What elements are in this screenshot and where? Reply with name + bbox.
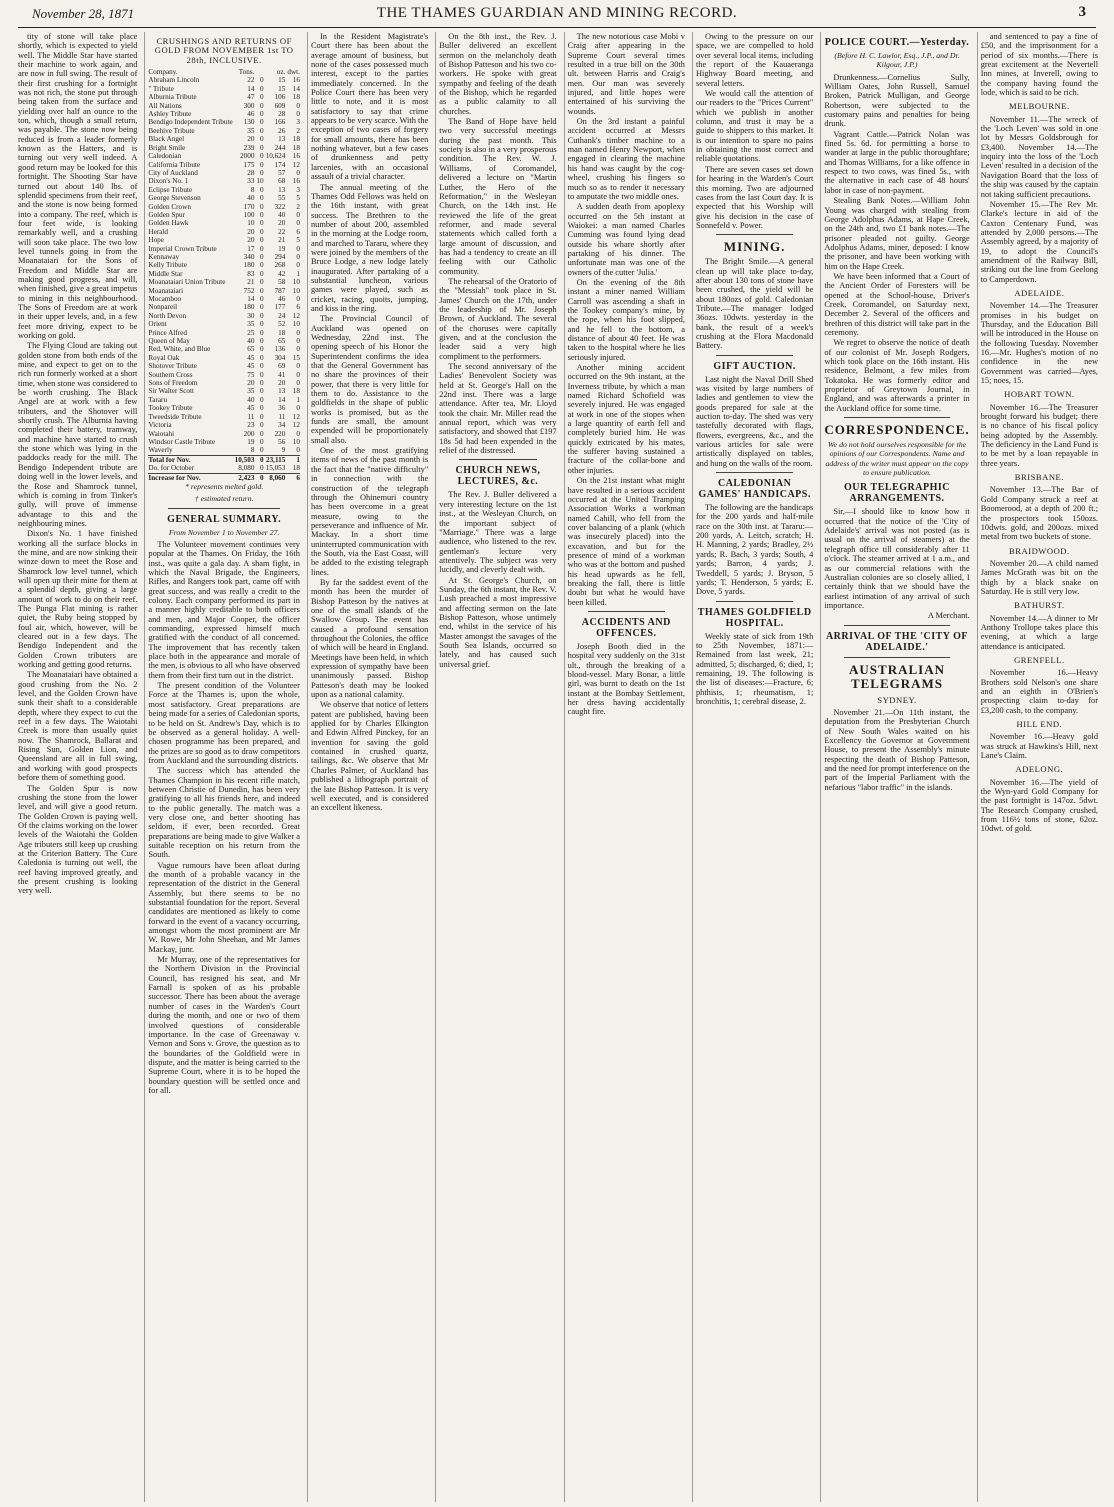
section-heading: MELBOURNE. [1009, 101, 1070, 112]
column-1 [18, 32, 137, 1502]
table-row: Dixon's No. 1 33 10 68 16 [148, 177, 300, 186]
article-paragraph: The Golden Spur is now crushing the stone from the lower level, and will give a good return. The Golden Crown is paying well. Of the claims working on the lower levels of the Waiotahi the Golden Age tributers still keep up crushing at the Criterion Battery. The Cure Caledonia is turning out well, the reef having improved greatly, and the present crushing is looking very well. [18, 783, 138, 896]
table-row: All Nations 300 0 609 0 [148, 101, 300, 110]
section-heading: ADELAIDE. [1014, 287, 1065, 298]
section-heading: HILL END. [1016, 719, 1063, 730]
divider [844, 625, 949, 626]
table-row: Beehive Tribute 35 0 26 2 [148, 126, 300, 135]
table-row: Sons of Freedom 20 0 20 0 [148, 379, 300, 388]
table-row: Kelly Tribute 180 0 268 0 [148, 261, 300, 270]
section-heading: ADELONG. [1015, 764, 1064, 775]
table-row: Black Angel 20 0 13 18 [148, 135, 300, 144]
section-heading: AUSTRALIAN TELEGRAMS [849, 661, 945, 691]
section-heading: BRISBANE. [1014, 472, 1064, 483]
col-oz: oz. [276, 68, 286, 77]
article-paragraph: We observe that notice of letters patent are published, having been applied for by Charles Elkington and Edwin Alfred Pinckey, for an invention for saving the gold contained in crushed quartz, tailings, &c. We observe that Mr Charles Palmer, of Auckland has published a lithograph portrait of the late Bishop Patteson. It is very well executed, and is considered an excellent likeness. [310, 700, 429, 813]
table-row: Golden Hawk 10 0 20 0 [148, 219, 300, 228]
section-heading: GENERAL SUMMARY. [167, 513, 282, 525]
crushings-note: † estimated return. [194, 494, 254, 504]
article-paragraph: November 20.—A child named James McGrath was bit on the thigh by a black snake on Saturday. He is still very low. [980, 558, 1099, 596]
table-row: George Stevenson 40 0 55 5 [148, 194, 300, 203]
table-row: Moanataiari Union Tribute 21 0 58 10 [148, 278, 300, 287]
table-row: Tararu 40 0 14 1 [148, 395, 300, 404]
table-row: Abraham Lincoln 22 0 15 16 [148, 76, 300, 85]
table-row: Bright Smile 239 0 244 18 [148, 143, 300, 152]
table-row: Shotover Tribute 45 0 69 0 [148, 362, 300, 371]
column-2 [144, 32, 300, 1502]
article-paragraph: The present condition of the Volunteer Force at the Thames is, upon the whole, most satisfactory. Great preparations are being made for a series of Caledonian sports, to be held on St. Andrew's Day, which is to be observed as a general holiday. A well-chosen programme has been prepared, and the prizes are so good as to draw competitors from Auckland and the surrounding districts. [148, 681, 300, 765]
table-row: Kennaway 340 0 294 0 [148, 252, 300, 261]
table-row: City of Auckland 28 0 57 0 [148, 168, 300, 177]
col-dwt: dwt. [287, 68, 300, 77]
column-4 [435, 32, 556, 1502]
article-paragraph: The Provincial Council of Auckland was opened on Wednesday, 22nd inst. The opening speech of his Honor the Superintendent confirms the idea that the General Government has no share the provinces of their power, that there is very little for them to do. Assistance to the goldfields in the shape of public works is promised, but as the funds are small, the amount expended will be proportionately small also. [310, 314, 429, 445]
article-paragraph: Last night the Naval Drill Shed was visited by large numbers of ladies and gentlemen to view the goods prepared for sale at the auction to-day. The shed was very tastefully decorated with flags, flowers, evergreens, &c., and the various articles for sale were artistically displayed on tables, and hung on the walls of the room. [695, 374, 814, 468]
section-heading: CHURCH NEWS, LECTURES, &c. [455, 465, 541, 488]
divider [459, 459, 536, 460]
article-paragraph: A sudden death from apoplexy occurred on the 5th instant at Waiokei: a man named Charles Cumming was found lying dead outside his whare shortly after partaking of his dinner. The unfortunate man was one of the owners of the cutter 'Julia.' [567, 202, 685, 277]
table-row: Nonpareil 180 0 177 6 [148, 303, 300, 312]
section-heading: OUR TELEGRAPHIC ARRANGEMENTS. [844, 482, 950, 505]
section-heading: CORRESPONDENCE. [824, 422, 970, 438]
article-paragraph: At St. George's Church, on Sunday, the 6th instant, the Rev. V. Lush preached a most impressive and affecting sermon on the late Bishop Patteson, whose untimely end, whilst in the service of his Master amongst the savages of the South Sea Islands, occurred so lately, and has caused such universal grief. [439, 575, 557, 669]
section-heading: BRAIDWOOD. [1009, 545, 1070, 556]
article-paragraph: November 16.—Heavy Brothers sold Nelson's one share and an eighth in O'Brien's prospecting claim to-day for £3,200 cash, to the company. [980, 668, 1099, 715]
article-paragraph: Dixon's No. 1 have finished working all the surface blocks in the mine, and are now sinking their winze down to meet the Rose and Shamrock low level tunnel, which will open up their mine for them at a splendid depth, giving a large amount of work to do on their reef. The Punga Flat mining is rather quiet, the Ruby being stopped by foul air, which, however, will be cleared out in a few days. The Bendigo Independent and the Golden Crown tributers are working and getting good returns. [18, 529, 138, 670]
article-paragraph: By far the saddest event of the month has been the murder of Bishop Patteson by the natives at one of the small islands of the Swallow Group. The event has caused a profound sensation throughout the Colonies, the office of which will be heard in England. Meetings have been held, in which expression of sympathy have been unanimously passed. Bishop Patteson's death may be looked upon as a national calamity. [310, 577, 429, 700]
table-row: Eclipse Tribute 8 0 13 3 [148, 185, 300, 194]
article-paragraph: Drunkenness.—Cornelius Sully, William Oates, John Russell, Samuel Broken, Patrick Mulligan, and George Robertson, were subjected to the customary pains and penalties for being drunk. [824, 72, 970, 129]
article-paragraph: Vagrant Cattle.—Patrick Nolan was fined 5s. 6d. for permitting a horse to wander at large in the public thoroughfare; and Thomas Williams, for a like offence in respect to two cows, was fined 5s., with the alternative in each case of 48 hours' labor in case of non-payment. [824, 129, 970, 195]
article-paragraph: The following are the handicaps for the 200 yards and half-mile race on the 30th inst. at Tararu:—200 yards, A. Leitch, scratch; H. H. Manning, 2 yards; Bradley, 2½ yards; R. Bach, 3 yards; South, 4 yards; Barron, 4 yards; J. Tweddell, 5 yards; J. Bryson, 5 yards; T. Henderson, 5 yards; E. Dove, 5 yards. [695, 503, 814, 597]
table-row: Golden Spur 100 0 40 0 [148, 210, 300, 219]
article-paragraph: Stealing Bank Notes.—William John Young was charged with stealing from George Adolphus Adams, at Hape Creek, on the 24th and, two £1 bank notes.—The prisoner pleaded not guilty. George Adolphus Adams, miner, deposed: I know the prisoner, and have been working with him on the Hape Creek. [824, 196, 970, 271]
crushings-title: CRUSHINGS AND RETURNS OF GOLD FROM NOVEMBER 1st TO 28th, INCLUSIVE. [154, 36, 294, 65]
article-paragraph: Another mining accident occurred on the 9th instant, at the Inverness tribute, by which a man named Richard Schofield was severely injured. He was engaged at work in one of the stopes when a large quantity of earth fell and completely buried him. He was quickly extricated by his mates, the sufferer having sustained a fracture of the collar-bone and other injuries. [567, 363, 685, 475]
article-paragraph: November 16.—Heavy gold was struck at Hawkins's Hill, next Lane's Claim. [980, 732, 1099, 761]
column-3 [307, 32, 428, 1502]
table-row: Hope 20 0 21 5 [148, 236, 300, 245]
divider [716, 472, 793, 473]
crushings-body [148, 76, 300, 455]
table-row: Orient 35 0 52 10 [148, 320, 300, 329]
article-paragraph: The success which has attended the Thames Champion in his recent rifle match, between Christie of Dunedin, has been very gratifying to all his friends here, and indeed to the public generally. The match was a very close one, and better shooting has seldom, if ever, been recorded. Great preparations are being made to give Walker a suitable reception on his return from the South. [148, 766, 300, 860]
table-row: Alburnia Tribute 47 0 106 18 [148, 93, 300, 102]
section-heading: BATHURST. [1014, 600, 1065, 611]
page-header [18, 4, 1096, 26]
article-paragraph: We regret to observe the notice of death of our colonist of Mr. Joseph Rodgers, which took place on the 16th instant. His residence, Belmont, a few miles from Tokatoka. He was formerly editor and proprietor of Greytown Journal, in England, and was afterwards a printer in the Auckland office for some time. [824, 338, 970, 413]
column-5 [564, 32, 685, 1502]
table-row: Waiotahi 200 0 220 0 [148, 429, 300, 438]
table-row: Tweedside Tribute 11 0 11 12 [148, 412, 300, 421]
article-paragraph: In the Resident Magistrate's Court there has been about the average amount of business, but none of the cases possessed much interest, except to the parties immediately concerned. In the Police Court there has been very little to note, and it is most satisfactory to say that crime appears to be very scarce. With the exception of two cases of forgery for small amounts, there has been nothing whatever, but a few cases of drunkenness and petty larcenies, with an occasional assault of a trivial character. [310, 32, 429, 182]
section-heading: SYDNEY. [877, 694, 917, 705]
divider [716, 355, 793, 356]
article-paragraph: The Volunteer movement continues very popular at the Thames. On Friday, the 16th inst., was quite a gala day. A sham fight, in which the Naval Brigade, the Engineers, Rifles, and Rangers took part, came off with great success, and was really a credit to the colony. Each company performed its part in a manner highly creditable to both officers and men, and Major Cooper, the officer commanding, expressed himself much gratified with the conduct of all concerned. The improvement that has recently taken place both in the appearance and morale of the men, is obvious to all who have observed them from their first turn out in the district. [148, 539, 300, 680]
article-paragraph: and sentenced to pay a fine of £50, and the imprisonment for a period of six months.—There is great excitement at the Nevertell Inn mines, at Inverell, owing to the company having found the lode, which is said to be rich. [980, 32, 1099, 98]
table-row: Southern Cross 75 0 41 0 [148, 370, 300, 379]
article-paragraph: On the 8th inst., the Rev. J. Buller delivered an excellent sermon on the melancholy death of Bishop Patteson and his two co-workers. He spoke with great sympathy and feeling of the death of the Bishop, which he regarded as a public calamity to all churches. [439, 32, 557, 116]
article-paragraph: November 15.—The Rev Mr. Clarke's lecture in aid of the Caxton Centenary Fund, was attended by 2,000 persons.—The Assembly agreed, by a majority of 19, to adopt the Council's amendment of the Railway Bill, striking out the line from Geelong to Camperdown. [980, 199, 1099, 284]
article-paragraph: The Rev. J. Buller delivered a very interesting lecture on the 1st inst., at the Wesleyan Church, on the important subject of "Marriage." There was a large audience, who listened to the rev. gentleman's lecture very attentively. The subject was very lucidly, and cleverly dealt with. [439, 490, 557, 575]
table-row: Victoria 23 0 34 12 [148, 421, 300, 430]
article-paragraph: November 13.—The Bar of Gold Company struck a reef at Boomerood, at a depth of 200 ft.; the prospectors took 150ozs. 10dwts. gold, and 200ozs. mixed metal from two buckets of stone. [980, 485, 1099, 542]
article-paragraph: tity of stone will take place shortly, which is expected to yield well. The Middle Star have started their machine to work again, and are now in full swing. The result of their first crushing for a fortnight was not rich, the stone put through being taken from the surface and yielding over half an ounce to the ton, which, though a small return, was payable. The stone now being reduced is from a leader formerly known as the Hatters, and is turning out very well indeed. A good return may be looked for this fortnight. The Shooting Star have turned out about 140 lbs. of splendid specimens from their reef, and the stone is now being formed into a company. The reef, which is four feet wide, is looking remarkably well, and a crushing will soon take place. The two low level tunnels going in from the Moanataiari for the Sons of Freedom and Middle Star are making good progress, and will, when finished, give a great impetus to mining in this neighbourhood. The Sons of Freedom are at work in their upper levels, and, in a few feet more driving, expect to be working on gold. [18, 32, 138, 340]
col-company: Company. [148, 68, 178, 77]
article-paragraph: November 14.—The Treasurer promises in his budget on Thursday, and the Education Bill will be introduced in the House on the following Tuesday. November 16.—Mr. Hughes's motion of no confidence in the new Government was carried—Ayes, 15; noes, 15. [980, 301, 1099, 386]
total-october-row: Do. for October 8,080 0 15,053 18 [148, 464, 300, 473]
divider [168, 508, 280, 509]
newspaper-columns [18, 32, 1098, 1502]
crushings-note: * represents melted gold. [185, 481, 264, 491]
increase-row: Increase for Nov. 2,423 0 8,060 6 [148, 473, 300, 482]
section-heading: MINING. [723, 239, 786, 255]
section-heading: HOBART TOWN. [1004, 389, 1075, 400]
column-6 [692, 32, 813, 1502]
article-paragraph: November 21.—On 11th instant, the deputation from the Presbyterian Church of New South Wales waited on his Excellency the Governor at Government House, to present the Assembly's minute respecting the death of Bishop Patteson, and the need for prompt interference on the part of the Imperial Parliament with the nefarious "labor traffic" in the islands. [824, 707, 970, 792]
divider [588, 611, 665, 612]
article-paragraph: We would call the attention of our readers to the "Prices Current" which we publish in another column, and trust it may be a guide to shippers to this market. It is our intention to spare no pains in obtaining the most correct and reliable quotations. [695, 89, 814, 164]
article-paragraph: Joseph Booth died in the hospital very suddenly on the 31st ult., through the breaking of a blood-vessel. Mary Bonar, a little girl, was burnt to death on the 1st instant at the Bombay Settlement, her dress having accidentally caught fire. [567, 641, 685, 717]
divider [844, 417, 949, 418]
table-row: California Tribute 175 0 174 12 [148, 160, 300, 169]
table-row: Queen of May 40 0 65 0 [148, 337, 300, 346]
article-paragraph: Vague rumours have been afloat during the month of a probable vacancy in the representation of the district in the General Assembly, but there seems to be no substantial foundation for the report. Several candidates are mentioned as likely to come forward in the event of a vacancy occurring, amongst whom the most prominent are Mr W. Rowe, Mr John Sheehan, and Mr James Mackay, junr. [148, 860, 300, 954]
article-paragraph: The annual meeting of the Thames Odd Fellows was held on the 16th instant, with great success. The Brethren to the number of about 200, assembled in the morning at the Lodge room, and marched to Tararu, where they were joined by the members of the Bruce Lodge, a new lodge lately inaugurated. After partaking of a substantial luncheon, various games were played, such as cricket, racing, quoits, jumping, and kiss in the ring. [310, 182, 429, 313]
page-number: 3 [1078, 4, 1086, 20]
article-paragraph: The Bright Smile.—A general clean up will take place to-day, after about 130 tons of stone have been crushed, the yield will be about 180ozs of gold. Caledonian Tribute.—The manager lodged 36ozs. 10dwts. yesterday in the bank, the result of a week's crushing at the Flora Macdonald Battery. [695, 257, 814, 351]
article-paragraph: November 16.—The yield of the Wyn-yard Gold Company for the past fortnight is 147oz. 5dwt. The Research Company crushed, from 116½ tons of stone, 62oz. 10dwt. of gold. [980, 777, 1099, 834]
table-row: Sir Walter Scott 35 0 13 18 [148, 387, 300, 396]
article-paragraph: Owing to the pressure on our space, we are compelled to hold over several local items, including the report of the Kauaeranga Highway Board meeting, and several letters. [695, 32, 814, 88]
section-heading: ARRIVAL OF THE 'CITY OF ADELAIDE.' [825, 630, 969, 653]
issue-date: November 28, 1871 [32, 6, 135, 21]
crushings-header-row [148, 68, 300, 76]
article-paragraph: The Moanataiari have obtained a good crushing from the No. 2 level, and the Golden Crown have sunk their shaft to a considerable depth, where they expect to cut the reef in a few days. The Waiotahi Creek is more than usually quiet now. The Shamrock, Ballarat and Rising Sun, Golden Lion, and Queensland are all in full swing, and working with good prospects before them of something good. [18, 670, 138, 783]
table-row: Herald 20 0 22 6 [148, 227, 300, 236]
crushings-table [148, 68, 300, 482]
table-row: Red, White, and Blue 65 0 136 0 [148, 345, 300, 354]
article-paragraph: The rehearsal of the Oratorio of the "Messiah" took place in St. James' Church on the 17th, under the leadership of Mr. Joseph Brown, of Auckland. The several of the choruses were capitally given, and at the conclusion the leader said a very high compliment to the performers. [439, 276, 557, 361]
table-row: Prince Alfred 25 0 18 0 [148, 328, 300, 337]
article-paragraph: The Flying Cloud are taking out golden stone from both ends of the mine, and expect to get on to the rich run formerly worked at a short time, when stone was considered to be worth crushing. The Black Angel are at work with a few tributers, and the Shotover will shortly crush. The Alburnia having completed their battery, tramway, and machine have started to crush the stone which was lying in the paddocks ready for the mill. The Bendigo Independent tribute are doing well in the lower levels, and the Rose and Shamrock tunnel, which is coming in from Tinker's gully, will prove of immense advantage to this and the neighbouring mines. [18, 341, 138, 528]
table-row: Ashley Tribute 46 0 28 0 [148, 110, 300, 119]
article-paragraph: The second anniversary of the Ladies' Benevolent Society was held at St. George's Hall on the 22nd inst. There was a large attendance. After tea, Mr. Lloyd took the chair. Mr. Miller read the annual report, which was very satisfactory, and showed that £197 18s 5d had been expended in the relief of the distressed. [439, 362, 557, 456]
divider [716, 601, 793, 602]
article-paragraph: Weekly state of sick from 19th to 25th November, 1871:—Remained from last week, 21; admitted, 5; discharged, 6; died, 1; remaining, 19. The following is the list of diseases:—Fracture, 6; phthisis, 1; rheumatism, 1; bronchitis, 1; cerebral disease, 2. [695, 631, 814, 706]
article-paragraph: November 11.—The wreck of the 'Loch Leven' was sold in one lot by Messrs Goldsbrough for £3,400. November 14.—The inquiry into the loss of the 'Loch Leven' resulted in a decision of the Navigation Board that the loss of the ship was caused by the captain not taking sufficient precautions. [980, 114, 1099, 199]
article-paragraph: One of the most gratifying items of news of the past month is the fact that the "native difficulty" in connection with the construction of the telegraph through the Ohinemuri country has been overcome in a great measure, owing to the perseverance and influence of Mr. Mackay. In a short time uninterrupted communication with the South, via the East Coast, will be added to the existing telegraph lines. [310, 446, 429, 577]
letter-signature: A Merchant. [927, 611, 970, 621]
section-heading: ACCIDENTS AND OFFENCES. [581, 616, 671, 639]
table-row: Middle Star 83 0 42 1 [148, 269, 300, 278]
table-row: Golden Crown 170 0 322 2 [148, 202, 300, 211]
table-row: " Tribute 14 0 15 14 [148, 84, 300, 93]
table-row: Mocamboo 14 0 46 0 [148, 295, 300, 303]
newspaper-title: THE THAMES GUARDIAN AND MINING RECORD. [376, 5, 738, 21]
header-rule [18, 27, 1096, 28]
table-row: Imperial Crown Tribute 17 0 19 0 [148, 244, 300, 253]
article-paragraph: On the evening of the 8th instant a miner named William Carroll was ascending a shaft in the Tookey company's mine, by the rope, when his foot slipped, and he fell to the bottom, a distance of about 40 feet. He was taken to the hospital where he lies seriously injured. [567, 277, 685, 362]
article-paragraph: The new notorious case Mobi v Craig after appearing in the Supreme Court several times resulted in a true bill on the 30th ult. between Harris and Craig's men. Our man was severely injured, and little hopes were entertained of his surviving the wounds. [567, 32, 685, 116]
article-paragraph: On the 3rd instant a painful accident occurred at Messrs Cuthank's timber machine to a man named Henry Newport, when engaged in clearing the machine his hand was caught by the cog-wheel, crushing his fingers so much so as to render it necessary to amputate the two middle ones. [567, 117, 685, 201]
divider [844, 657, 949, 658]
article-paragraph: November 14.—A dinner to Mr Anthony Trollope takes place this evening, at which a large attendance is anticipated. [980, 613, 1099, 651]
column-8 [977, 32, 1098, 1502]
section-subheading: We do not hold ourselves responsible for the opinions of our Correspondents. Name and address of the writer must appear on the copy to ensure publication. [825, 440, 969, 478]
divider [716, 234, 793, 235]
section-heading: CALEDONIAN GAMES' HANDICAPS. [698, 478, 811, 501]
total-row: Total for Nov. 10,503 0 23,115 1 [148, 455, 300, 464]
article-paragraph: There are seven cases set down for hearing in the Warden's Court this morning. Two are adjourned cases from the last Court day. It is expected that his Worship will give his decision in the case of Sonnefeld v. Power. [695, 164, 814, 230]
section-heading: GIFT AUCTION. [713, 360, 796, 372]
table-row: Waverly 8 0 9 0 [148, 446, 300, 455]
section-heading: POLICE COURT.—Yesterday. [824, 37, 970, 48]
col-tons: Tons. [238, 68, 255, 77]
table-row: North Devon 30 0 24 12 [148, 311, 300, 320]
section-subheading: From November 1 to November 27. [168, 527, 280, 537]
article-paragraph: The Band of Hope have held two very successful meetings during the past month. This society is also in a very prosperous condition. The Rev. W. J. Williams, of Coromandel, delivered a lecture on "Martin Luther, the Hero of the Reformation," in the Wesleyan Church, on the 14th inst. He reviewed the life of the great reformer, and made several statements which called forth a large amount of discussion, and has had a tendency to create an ill feeling with our Catholic community. [439, 117, 557, 276]
table-row: Caledonian 2000 0 10,624 16 [148, 152, 300, 161]
table-row: Windsor Castle Tribute 19 0 56 10 [148, 437, 300, 446]
column-7 [820, 32, 969, 1502]
table-row: Moanataiari 752 0 787 10 [148, 286, 300, 295]
article-paragraph: On the 21st instant what might have resulted in a serious accident occurred at the United Tramping Association Works a workman named Cahill, who fell from the cover balancing of a plank (which was insecurely placed) into the excavation, and but for the presence of mind of a workman who was at the bottom and pushed his head upwards as he fell, breaking the fall, there is little doubt but what he would have been killed. [567, 476, 685, 607]
section-heading: GRENFELL. [1014, 654, 1065, 665]
article-paragraph: November 16.—The Treasurer brought forward his budget; there is no chance of his fiscal policy being adopted by the Assembly. The deficiency in the Land Fund is to be met by a loan repayable in three years. [980, 402, 1099, 468]
section-subheading: (Before H. C. Lawlor, Esq., J.P., and Dr. Kilgour, J.P.) [834, 51, 960, 70]
table-row: Bendigo Independent Tribute 130 0 166 3 [148, 118, 300, 127]
table-row: Tookey Tribute 45 0 36 0 [148, 404, 300, 413]
section-heading: THAMES GOLDFIELD HOSPITAL. [697, 606, 812, 629]
article-paragraph: Mr Murray, one of the representatives for the Northern Division in the Provincial Council, has resigned his seat, and Mr Farnall is spoken of as his probable successor. There has been about the average number of cases in the Warden's Court during the month, and one or two of them involved questions of considerable importance. In the case of Greenaway v. Vernon and Sons v. Grove, the question as to the boundaries of the Goldfield were in dispute, and the matter is being carried to the Supreme Court, where it is to be hoped the boundary question will be settled once and for all. [148, 955, 300, 1095]
table-row: Royal Oak 45 0 304 15 [148, 353, 300, 362]
article-paragraph: Sir,—I should like to know how it occurred that the notice of the 'City of Adelaide's' arrival was not posted (as is usual on the arrival of steamers) at the telegraph office till considerably after 11 o'clock. The steamer arrived at 1 a.m., and as our commercial relations with the Australian colonies are so closely allied, I certainly think that we should have the earliest intimation of any arrival of such importance. [824, 507, 970, 610]
article-paragraph: We have been informed that a Court of the Ancient Order of Foresters will be opened at the School-house, Driver's Creek, Coromandel, on Saturday next, December 2. Several of the officers and brethren of this district will take part in the ceremony. [824, 271, 970, 337]
